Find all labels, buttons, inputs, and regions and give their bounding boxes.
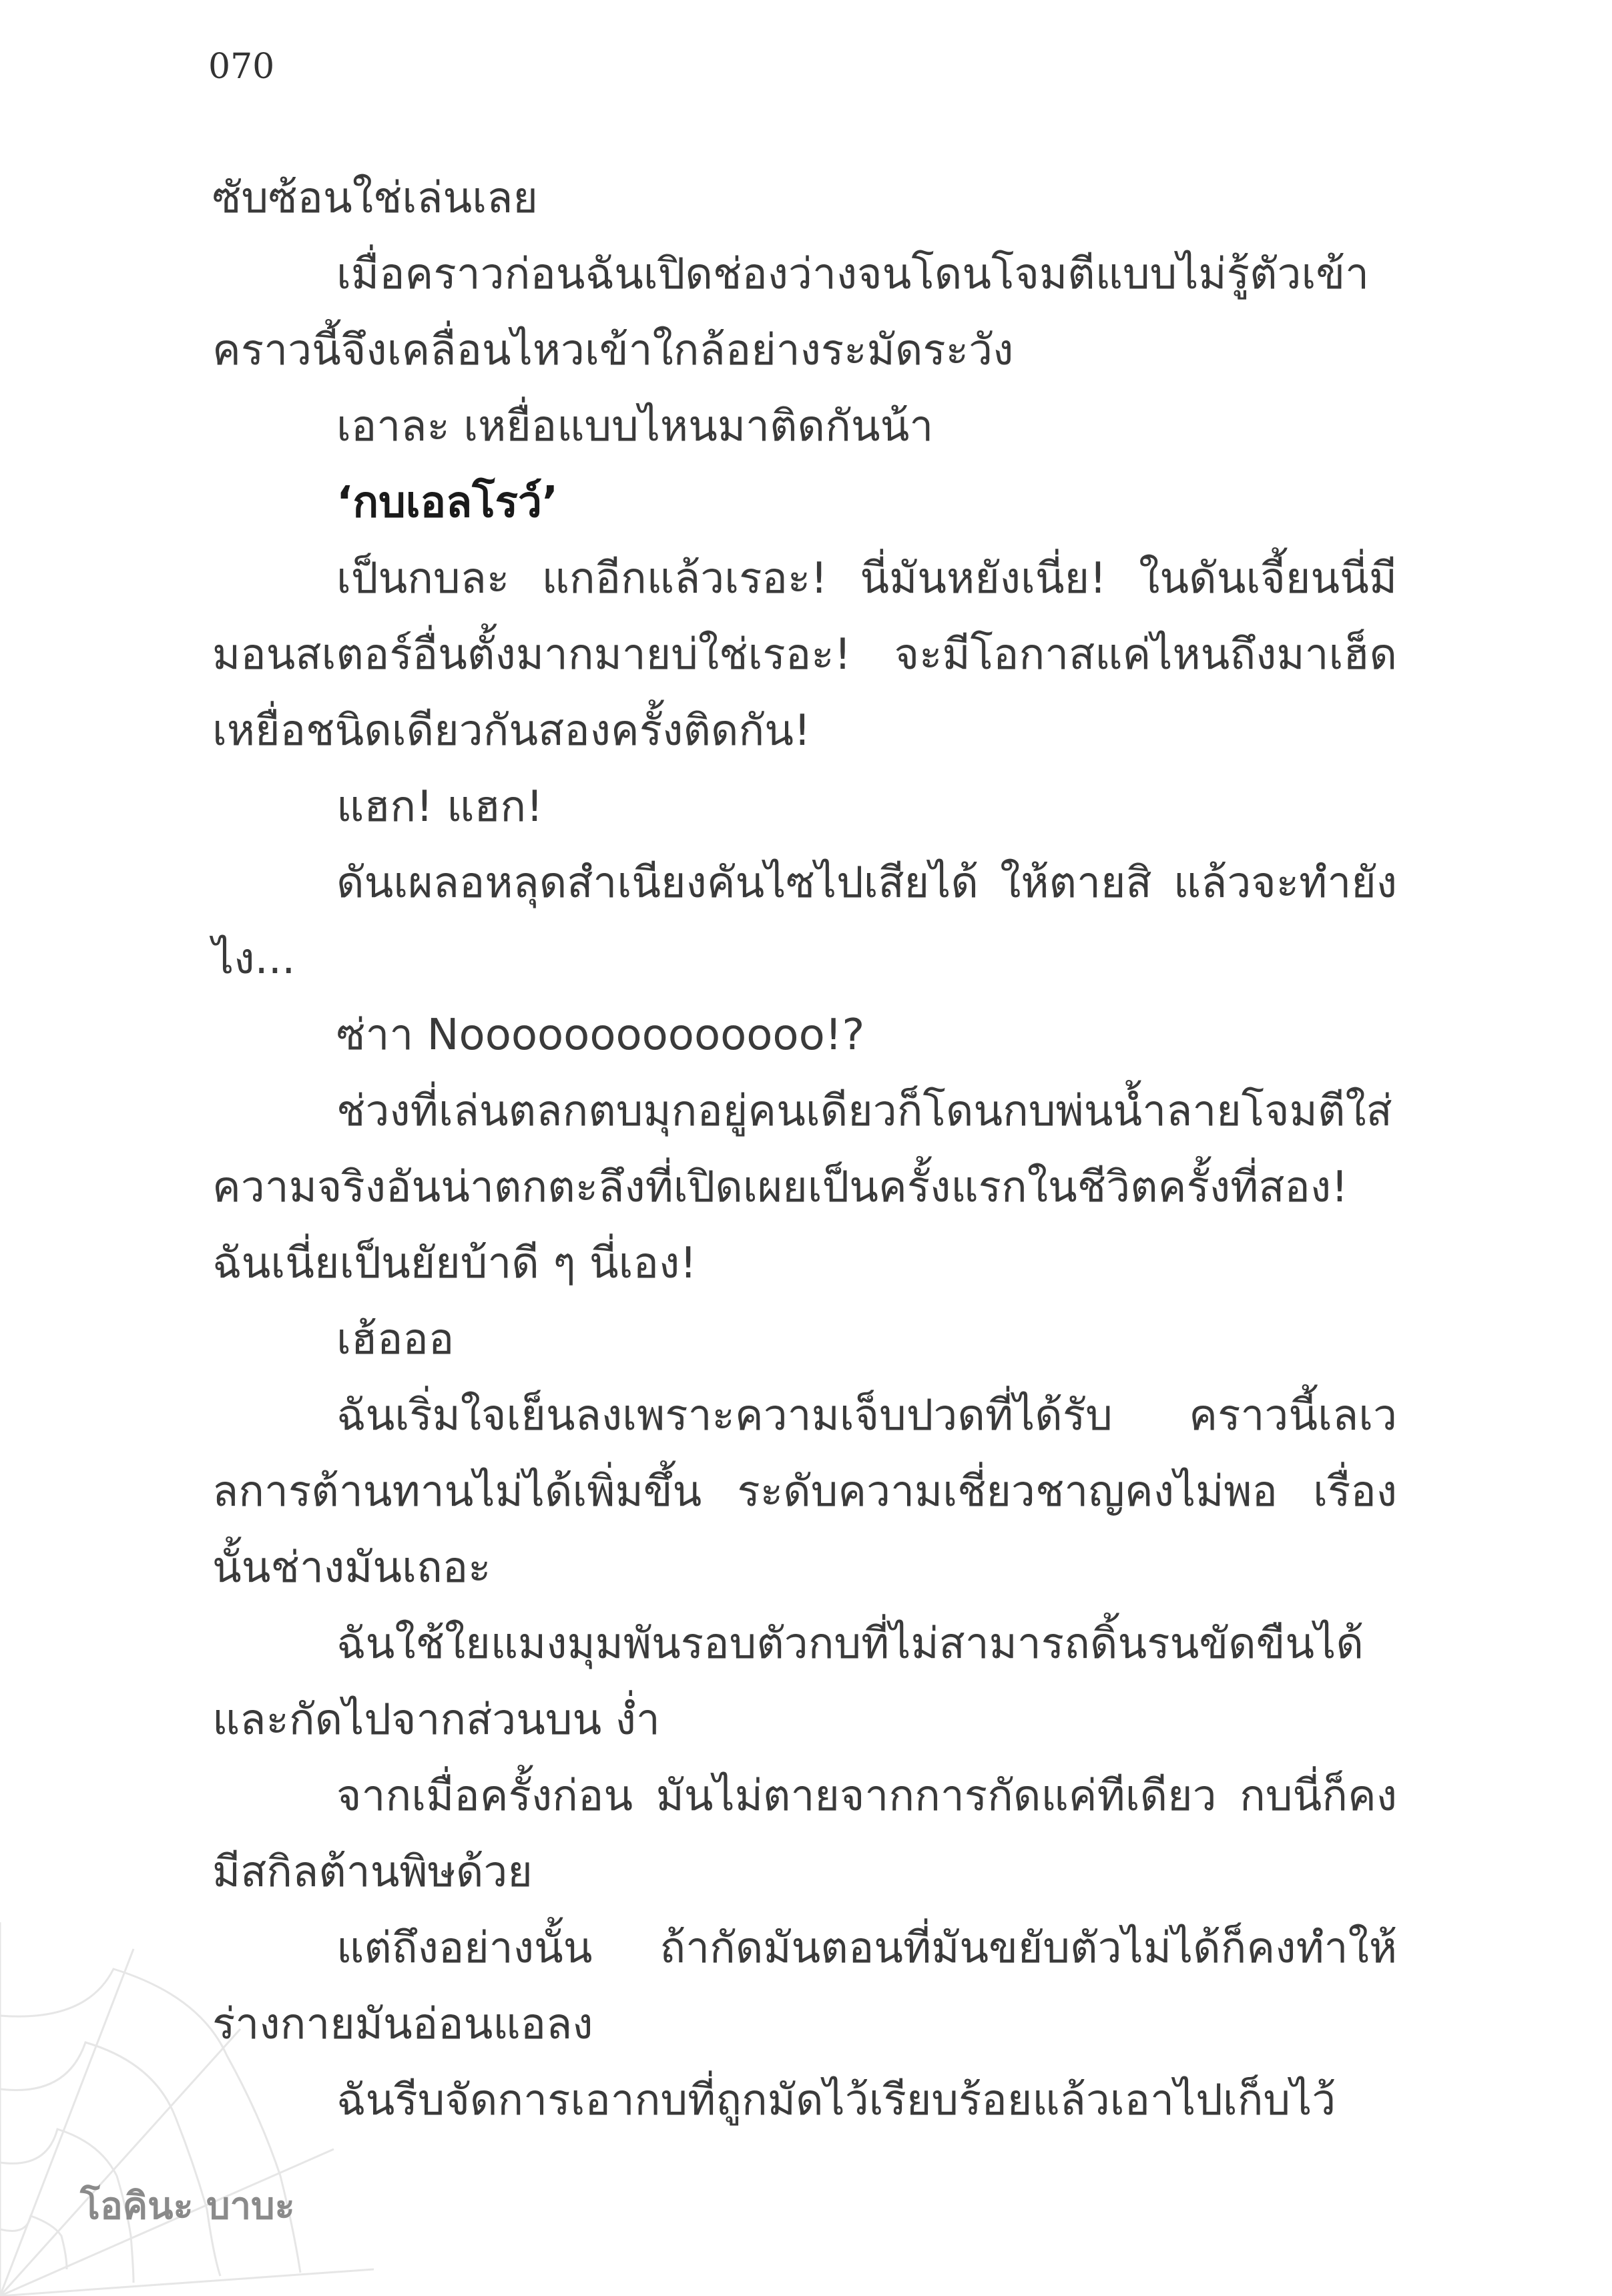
paragraph: เอาละ เหยื่อแบบไหนมาติดกันน้า xyxy=(336,402,934,451)
paragraph: แต่ถึงอย่างนั้น ถ้ากัดมันตอนที่มันขยับตัวไม่ได้ก็คงทำให้ร่างกายมันอ่อนแอลง xyxy=(212,1924,1397,2049)
paragraph: ซ่าา Noooooooooooooo!? xyxy=(336,1011,865,1060)
paragraph: จากเมื่อครั้งก่อน มันไม่ตายจากการกัดแค่ทีเดียว กบนี่ก็คงมีสกิลต้านพิษด้วย xyxy=(212,1771,1397,1897)
paragraph: ซับซ้อนใช่เล่นเลย xyxy=(212,174,538,223)
author-footer: โอคินะ บาบะ xyxy=(80,2185,295,2228)
paragraph: ‘กบเอลโรว์’ xyxy=(336,478,559,527)
paragraph: ฉันใช้ใยแมงมุมพันรอบตัวกบที่ไม่สามารถดิ้นรนขัดขืนได้และกัดไปจากส่วนบน ง่ำ xyxy=(212,1619,1364,1745)
chapter-body-text xyxy=(212,160,1397,2138)
page-number: 070 xyxy=(208,47,275,87)
paragraph: เฮ้อออ xyxy=(336,1315,455,1364)
paragraph: เมื่อคราวก่อนฉันเปิดช่องว่างจนโดนโจมตีแบบไม่รู้ตัวเข้า คราวนี้จึงเคลื่อนไหวเข้าใกล้อย่างระมัดระวัง xyxy=(212,250,1370,375)
paragraph: เป็นกบละ แกอีกแล้วเรอะ! นี่มันหยังเนี่ย! ในดันเจี้ยนนี่มีมอนสเตอร์อื่นตั้งมากมายบ่ใช่เรอะ! จะมีโอกาสแค่ไหนถึงมาเฮ็ดเหยื่อชนิดเดียวกันสองครั้งติดกัน! xyxy=(212,554,1397,756)
paragraph: แฮก! แฮก! xyxy=(336,782,543,832)
paragraph: ฉันเริ่มใจเย็นลงเพราะความเจ็บปวดที่ได้รับ คราวนี้เลเวลการต้านทานไม่ได้เพิ่มขึ้น ระดับความเชี่ยวชาญคงไม่พอ เรื่องนั้นช่างมันเถอะ xyxy=(212,1391,1397,1593)
paragraph: ฉันรีบจัดการเอากบที่ถูกมัดไว้เรียบร้อยแล้วเอาไปเก็บไว้ xyxy=(336,2076,1336,2125)
paragraph: ดันเผลอหลุดสำเนียงคันไซไปเสียได้ ให้ตายสิ แล้วจะทำยังไง... xyxy=(212,858,1397,984)
paragraph: ช่วงที่เล่นตลกตบมุกอยู่คนเดียวก็โดนกบพ่นน้ำลายโจมตีใส่ความจริงอันน่าตกตะลึงที่เปิดเผยเป็นครั้งแรกในชีวิตครั้งที่สอง! ฉันเนี่ยเป็นยัยบ้าดี ๆ นี่เอง! xyxy=(212,1087,1392,1288)
